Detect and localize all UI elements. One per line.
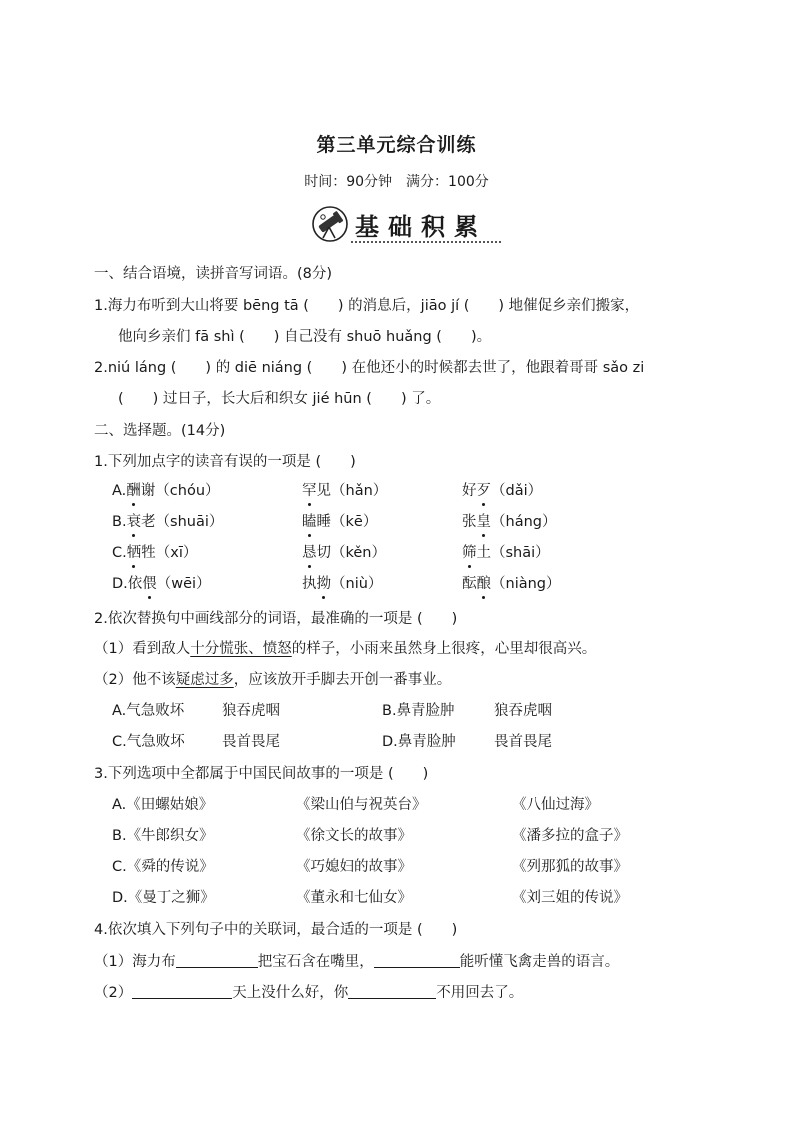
q2-1-option-d: D.依偎（wēi） xyxy=(112,576,211,592)
q2-2-option-d: D.鼻青脸肿 xyxy=(382,734,456,750)
q2-1-option-b-word3: 张皇（háng） xyxy=(462,514,557,530)
section1-heading: 一、结合语境，读拼音写词语。(8分) xyxy=(94,266,333,282)
q2-3-option-b-story3: 《潘多拉的盒子》 xyxy=(512,828,628,844)
q2-3-option-c-story3: 《列那狐的故事》 xyxy=(512,859,628,875)
q2-1-option-b: B.衰老（shuāi） xyxy=(112,514,224,530)
q2-3-stem: 3.下列选项中全都属于中国民间故事的一项是 ( ) xyxy=(94,766,429,782)
fill-blank[interactable] xyxy=(348,983,436,999)
banner-dotted-line xyxy=(351,241,501,243)
q2-3-option-d-story2: 《董永和七仙女》 xyxy=(296,890,412,906)
q2-1-option-a: A.酬谢（chóu） xyxy=(112,483,220,499)
q2-3-option-a-story3: 《八仙过海》 xyxy=(512,797,599,813)
q2-2-option-c: C.气急败坏 xyxy=(112,734,185,750)
q2-1-option-c: C.牺牲（xī） xyxy=(112,545,198,561)
exam-time-score: 时间：90分钟 满分：100分 xyxy=(304,174,489,190)
q2-2-option-a-word2: 狼吞虎咽 xyxy=(222,703,280,719)
q2-4-sentence1: （1）海力布 把宝石含在嘴里， 能听懂飞禽走兽的语言。 xyxy=(94,954,620,970)
q2-1-option-c-word3: 筛土（shāi） xyxy=(462,545,550,561)
q2-2-sentence2: （2）他不该疑虑过多，应该放开手脚去开创一番事业。 xyxy=(94,672,452,688)
telescope-icon xyxy=(311,205,349,243)
underlined-phrase: 十分慌张、愤怒 xyxy=(190,641,292,657)
page-title: 第三单元综合训练 xyxy=(316,134,477,156)
q2-1-option-b-word2: 瞌睡（kē） xyxy=(302,514,378,530)
fill-blank[interactable] xyxy=(374,952,460,968)
q2-4-stem: 4.依次填入下列句子中的关联词，最合适的一项是 ( ) xyxy=(94,922,458,938)
q2-2-option-b: B.鼻青脸肿 xyxy=(382,703,455,719)
q2-2-option-d-word2: 畏首畏尾 xyxy=(494,734,552,750)
q2-3-option-b-story2: 《徐文长的故事》 xyxy=(296,828,412,844)
q2-3-option-b: B.《牛郎织女》 xyxy=(112,828,214,844)
q2-4-sentence2: （2） 天上没什么好，你 不用回去了。 xyxy=(94,985,524,1001)
fill-blank[interactable] xyxy=(176,952,258,968)
q2-3-option-c: C.《舜的传说》 xyxy=(112,859,214,875)
underlined-phrase: 疑虑过多 xyxy=(175,672,234,688)
q2-2-option-b-word2: 狼吞虎咽 xyxy=(494,703,552,719)
section-banner-text: 基础积累 xyxy=(355,213,487,241)
q2-1-option-a-word2: 罕见（hǎn） xyxy=(302,483,388,499)
q1-2-line2: ( ) 过日子，长大后和织女 jié hūn ( ) 了。 xyxy=(118,391,441,407)
section2-heading: 二、选择题。(14分) xyxy=(94,423,226,439)
q2-2-sentence1: （1）看到敌人十分慌张、愤怒的样子，小雨来虽然身上很疼，心里却很高兴。 xyxy=(94,641,597,657)
section-banner xyxy=(311,203,501,245)
q2-1-option-d-word2: 执拗（niù） xyxy=(302,576,383,592)
q2-3-option-d-story3: 《刘三姐的传说》 xyxy=(512,890,628,906)
q1-1-line1: 1.海力布听到大山将要 bēng tā ( ) 的消息后，jiāo jí ( ) 地催促乡亲们搬家， xyxy=(94,298,640,314)
q2-1-option-c-word2: 恳切（kěn） xyxy=(302,545,386,561)
q2-3-option-c-story2: 《巧媳妇的故事》 xyxy=(296,859,412,875)
q2-1-option-a-word3: 好歹（dǎi） xyxy=(462,483,543,499)
q2-2-stem: 2.依次替换句中画线部分的词语，最准确的一项是 ( ) xyxy=(94,611,458,627)
q2-3-option-a: A.《田螺姑娘》 xyxy=(112,797,214,813)
q2-1-option-d-word3: 酝酿（niàng） xyxy=(462,576,561,592)
q1-1-line2: 他向乡亲们 fā shì ( ) 自己没有 shuō huǎng ( )。 xyxy=(118,329,492,345)
q2-2-option-c-word2: 畏首畏尾 xyxy=(222,734,280,750)
fill-blank[interactable] xyxy=(132,983,232,999)
q2-2-option-a: A.气急败坏 xyxy=(112,703,185,719)
q2-1-stem: 1.下列加点字的读音有误的一项是 ( ) xyxy=(94,454,356,470)
q1-2-line1: 2.niú láng ( ) 的 diē niáng ( ) 在他还小的时候都去世了，他跟着哥哥 sǎo zi xyxy=(94,360,645,376)
q2-3-option-a-story2: 《梁山伯与祝英台》 xyxy=(296,797,427,813)
q2-3-option-d: D.《曼丁之狮》 xyxy=(112,890,215,906)
